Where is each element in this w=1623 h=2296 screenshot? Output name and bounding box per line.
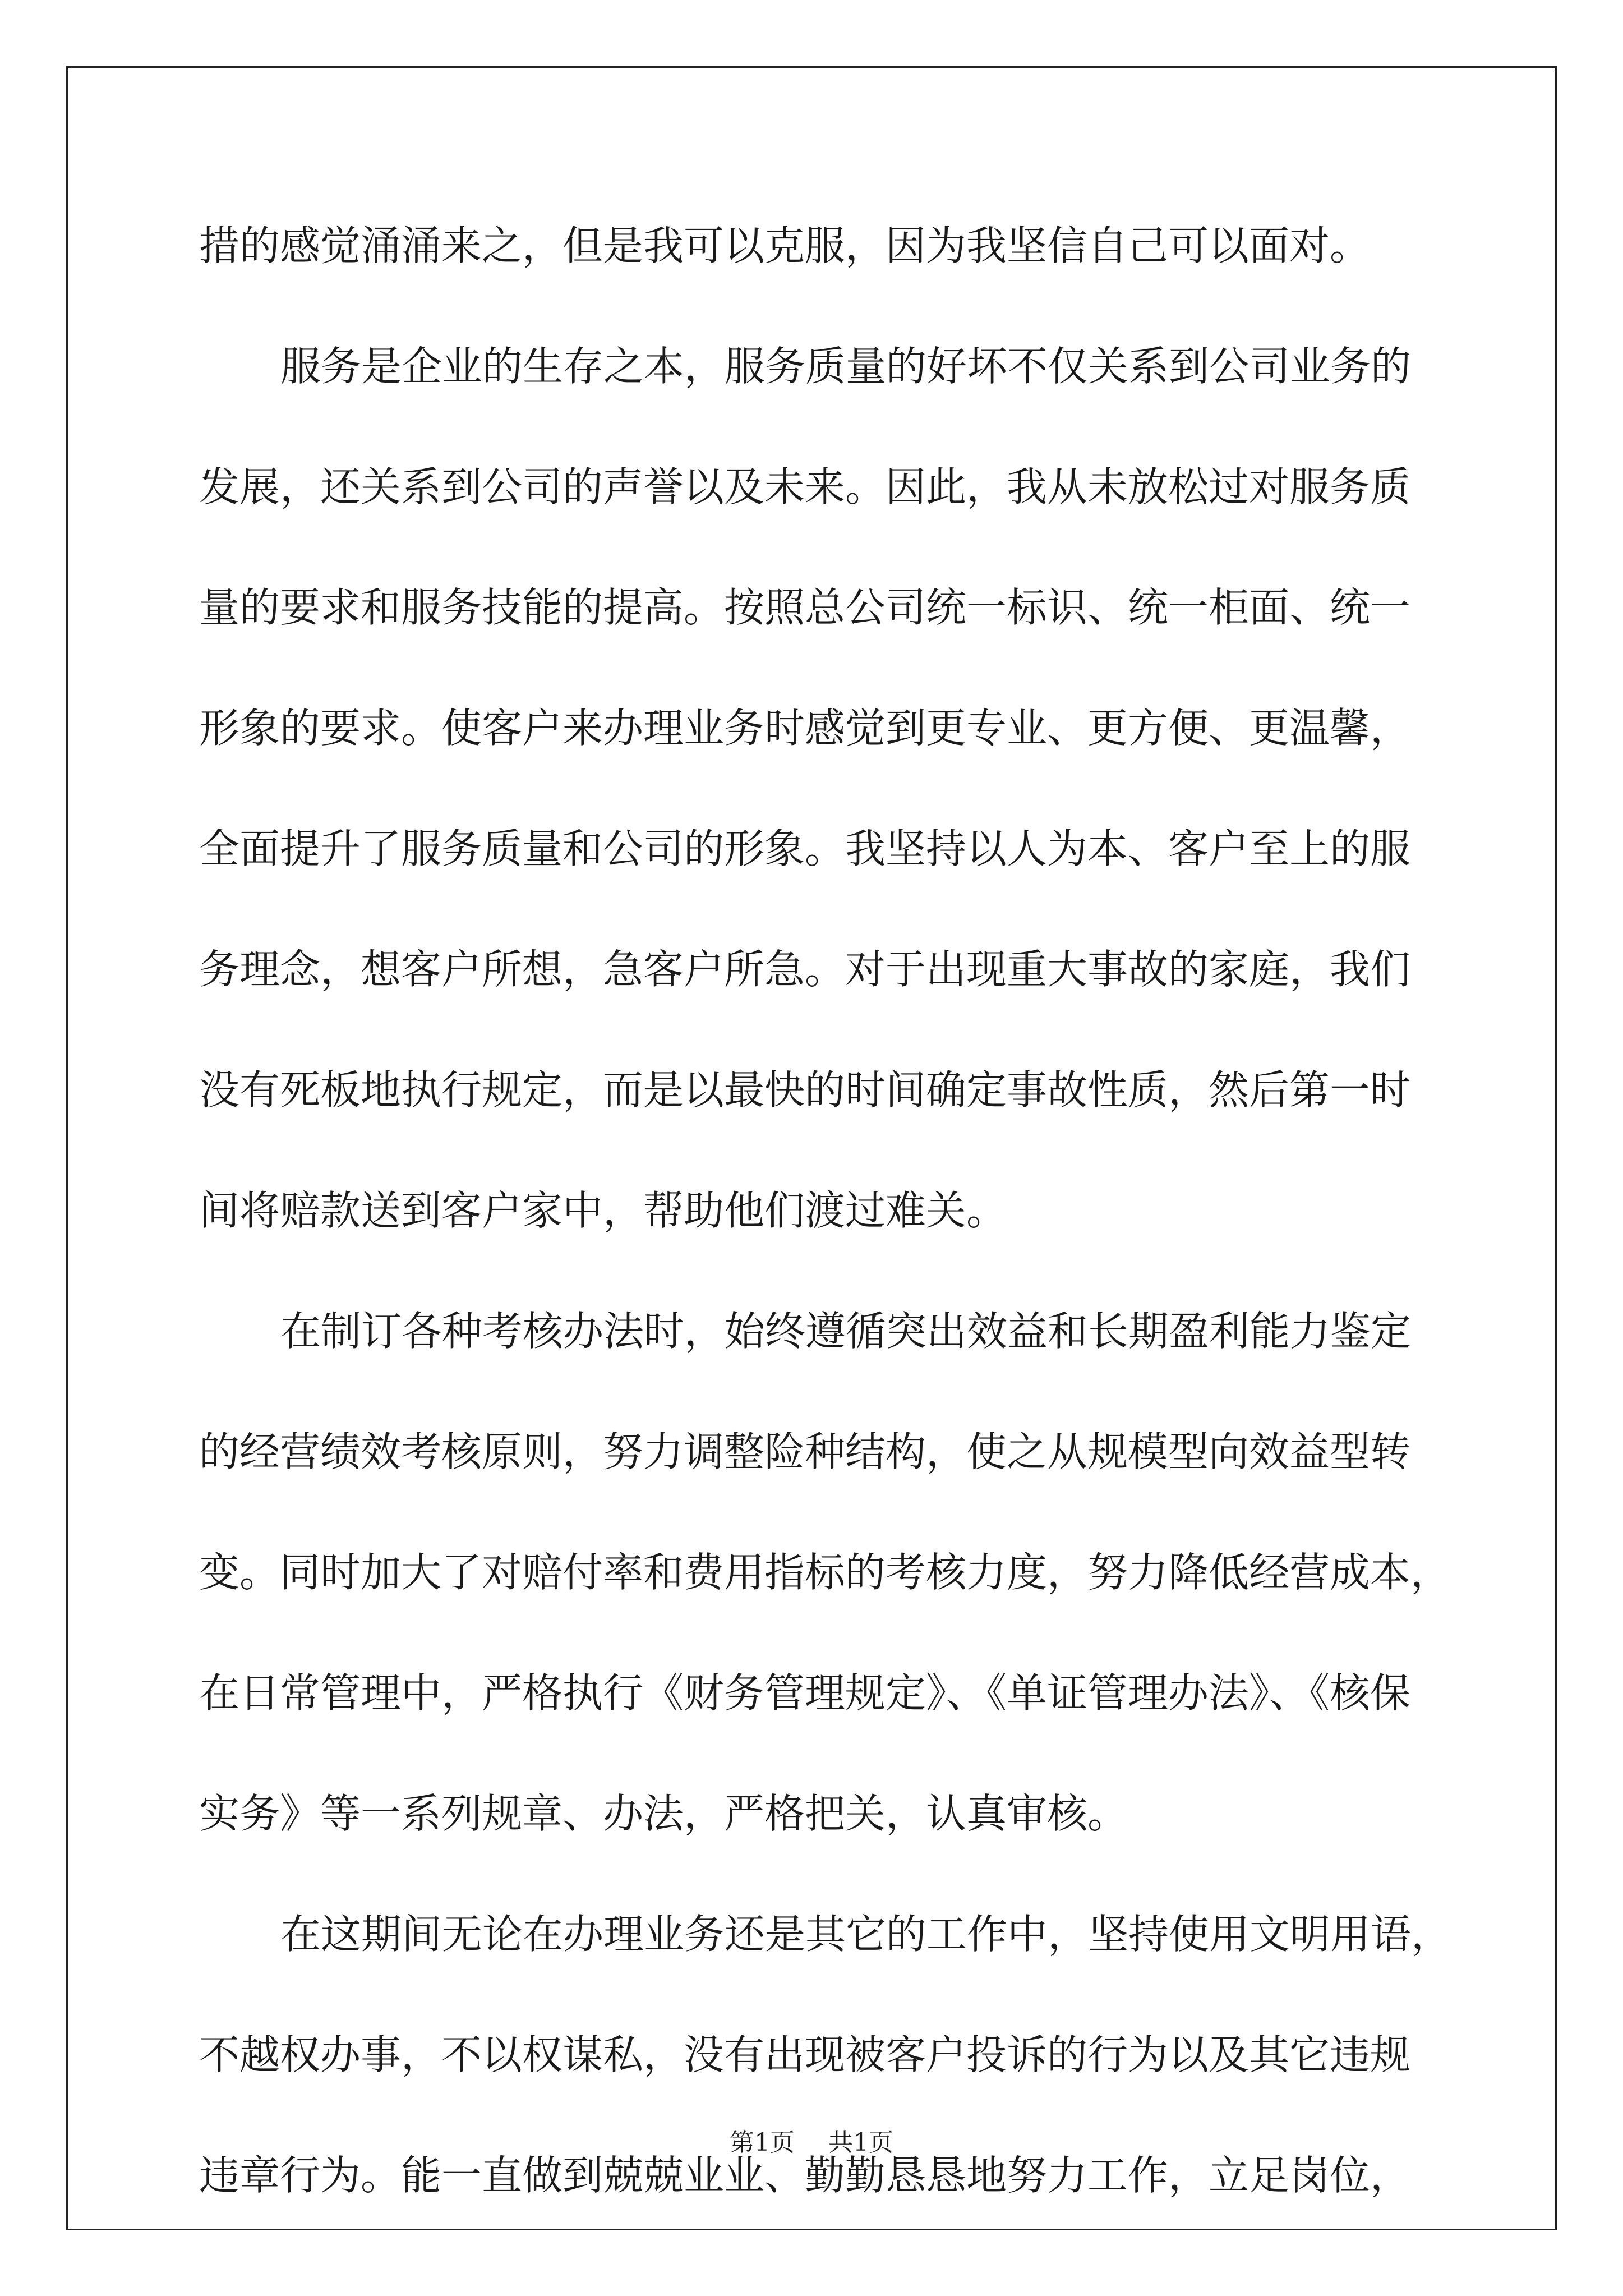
text-line: 没有死板地执行规定，而是以最快的时间确定事故性质，然后第一时 bbox=[199, 1066, 1411, 1114]
paragraph-start-line: 在制订各种考核办法时，始终遵循突出效益和长期盈利能力鉴定 bbox=[280, 1308, 1412, 1355]
text-line: 不越权办事，不以权谋私，没有出现被客户投诉的行为以及其它违规 bbox=[199, 2031, 1411, 2078]
text-line: 违章行为。能一直做到兢兢业业、勤勤恳恳地努力工作，立足岗位， bbox=[199, 2152, 1411, 2199]
text-line: 实务》等一系列规章、办法，严格把关，认真审核。 bbox=[199, 1790, 1128, 1837]
page-total: 共1页 bbox=[828, 2128, 893, 2157]
paragraph-start-line: 服务是企业的生存之本，服务质量的好坏不仅关系到公司业务的 bbox=[280, 343, 1412, 390]
text-line: 形象的要求。使客户来办理业务时感觉到更专业、更方便、更温馨， bbox=[199, 705, 1411, 752]
page-number: 第1页 bbox=[730, 2128, 795, 2157]
text-line: 量的要求和服务技能的提高。按照总公司统一标识、统一柜面、统一 bbox=[199, 584, 1411, 631]
paragraph-start-line: 在这期间无论在办理业务还是其它的工作中，坚持使用文明用语， bbox=[280, 1911, 1452, 1958]
text-line: 变。同时加大了对赔付率和费用指标的考核力度，努力降低经营成本， bbox=[199, 1549, 1451, 1596]
text-line: 务理念，想客户所想，急客户所急。对于出现重大事故的家庭，我们 bbox=[199, 946, 1411, 993]
text-line: 措的感觉涌涌来之，但是我可以克服，因为我坚信自己可以面对。 bbox=[199, 222, 1371, 269]
page-footer bbox=[0, 2126, 1623, 2160]
text-line: 的经营绩效考核原则，努力调整险种结构，使之从规模型向效益型转 bbox=[199, 1428, 1411, 1475]
text-line: 发展，还关系到公司的声誉以及未来。因此，我从未放松过对服务质 bbox=[199, 463, 1411, 510]
text-line: 在日常管理中，严格执行《财务管理规定》、《单证管理办法》、《核保 bbox=[199, 1669, 1411, 1717]
text-line: 全面提升了服务质量和公司的形象。我坚持以人为本、客户至上的服 bbox=[199, 825, 1411, 872]
text-line: 间将赔款送到客户家中，帮助他们渡过难关。 bbox=[199, 1187, 1007, 1234]
